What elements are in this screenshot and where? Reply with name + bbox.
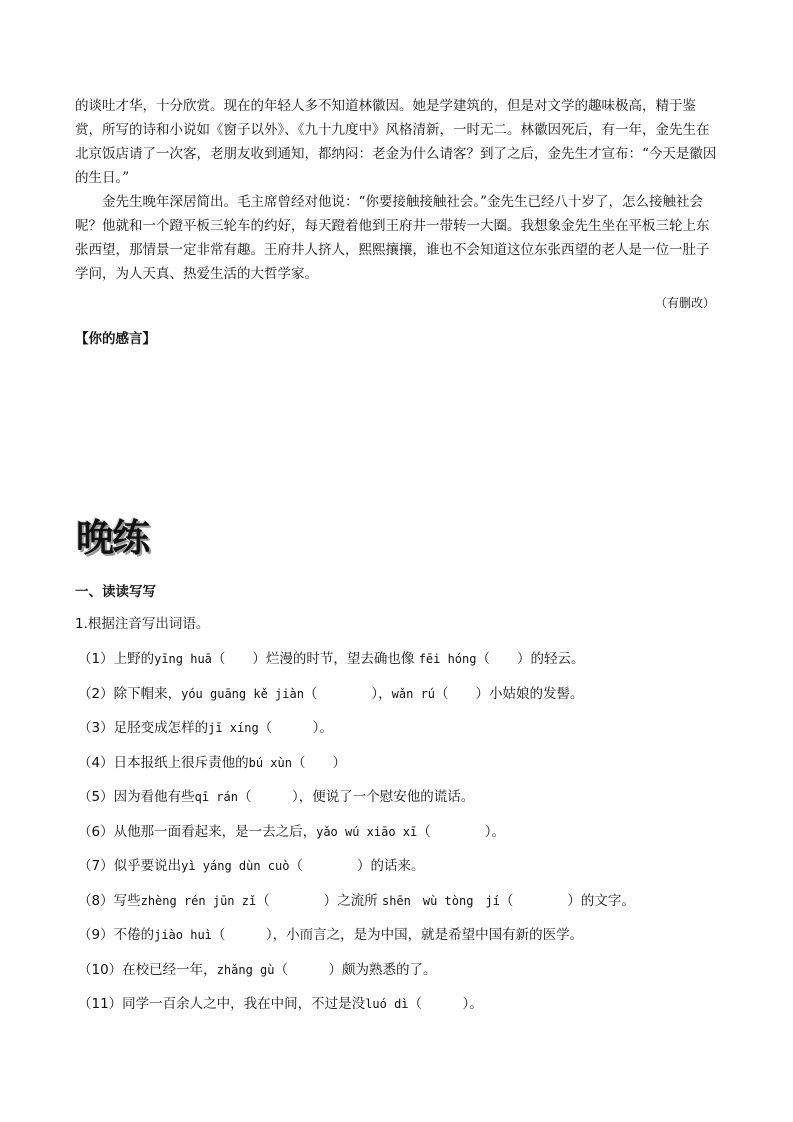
item-text: （8）写些 <box>78 892 141 909</box>
item-text: （2）除下帽来， <box>78 685 182 702</box>
exercise-item-5 <box>78 785 474 805</box>
item-text: （ ），小而言之，是为中国，就是希望中国有新的医学。 <box>211 927 584 943</box>
pinyin-hint: jī xíng <box>208 721 259 735</box>
pinyin-hint: zhèng rén jūn zǐ <box>140 893 257 908</box>
exercise-item-7 <box>78 854 424 874</box>
pinyin-hint: wǎn rú <box>391 686 436 701</box>
exercise-item-8 <box>78 889 635 909</box>
item-text: （5）因为看他有些 <box>78 789 195 805</box>
pinyin-hint: qī rán <box>194 790 238 804</box>
evening-practice-logo <box>70 505 172 559</box>
passage-paragraph-2 <box>75 190 720 286</box>
exercise-item-9 <box>78 923 583 943</box>
pinyin-hint: bú xùn <box>248 755 292 770</box>
item-text: （ ），便说了一个慰安他的谎话。 <box>237 789 475 805</box>
exercise-item-10 <box>78 958 436 978</box>
exercise-item-6 <box>78 820 505 840</box>
item-text: （ ）之流所 <box>256 892 382 909</box>
exercise-item-4 <box>78 751 346 771</box>
item-text: （ ）。 <box>417 823 505 840</box>
passage-text-2: 金先生晚年深居简出。毛主席曾经对他说：“你要接触接触社会。”金先生已经八十岁了，怎么接触社会呢？他就和一个蹬平板三轮车的约好，每天蹬着他到王府井一带转一大圈。我想象金先生坐在平板三轮上东张西望，那情景一定非常有趣。王府井人挤人，熙熙攘攘，谁也不会知道这位东张西望的老人是一位一肚子学问，为人天真、热爱生活的大哲学家。 <box>75 194 710 282</box>
exercise-item-11 <box>78 992 483 1012</box>
item-text: （ ）的文字。 <box>499 892 635 909</box>
passage-text-1: 的谈吐才华，十分欣赏。现在的年轻人多不知道林徽因。她是学建筑的，但是对文学的趣味极高，精于鉴赏，所写的诗和小说如《窗子以外》、《九十九度中》风格清新，一时无二。林徽因死后，有一年，金先生在北京饭店请了一次客，老朋友收到通知，都纳闷：老金为什么请客？到了之后，金先生才宣布：“今天是徽因的生日。” <box>75 98 717 186</box>
pinyin-hint: yóu guāng kě jiàn <box>181 686 304 701</box>
q1-title: 1.根据注音写出词语。 <box>75 616 210 632</box>
item-text: （ ）。 <box>408 996 483 1012</box>
pinyin-hint: shēn wù tòng jí <box>381 893 500 908</box>
pinyin-hint: yì yáng dùn cuò <box>181 859 290 873</box>
item-text: （ ） <box>291 754 346 771</box>
item-text: （9）不倦的 <box>78 927 155 943</box>
item-text: （ ）烂漫的时节，望去确也像 <box>211 651 419 667</box>
pinyin-hint: zhǎng gù <box>216 962 275 977</box>
section1-title: 一、读读写写 <box>75 584 156 600</box>
item-text: （1）上野的 <box>78 651 155 667</box>
item-text: （7）似乎要说出 <box>78 858 182 874</box>
item-text: （11）同学一百余人之中，我在中间，不过是没 <box>78 996 366 1012</box>
item-text: （ ）小姑娘的发髻。 <box>435 685 584 702</box>
exercise-item-2 <box>78 682 584 702</box>
pinyin-hint: yǎo wú xiāo xī <box>316 824 418 839</box>
item-text: （4）日本报纸上很斥责他的 <box>78 754 249 771</box>
item-text: （ ）的轻云。 <box>476 651 585 667</box>
pinyin-hint: jiào huì <box>154 928 212 942</box>
item-text: （ ）的话来。 <box>289 858 425 874</box>
source-note: （有删改） <box>654 296 715 310</box>
item-text: （ ）。 <box>258 720 333 736</box>
pinyin-hint: yīng huā <box>154 652 212 666</box>
pinyin-hint: fēi hóng <box>418 652 477 666</box>
logo-text: 晚练 <box>76 516 149 560</box>
exercise-item-3 <box>78 716 333 736</box>
item-text: （6）从他那一面看起来，是一去之后， <box>78 823 317 840</box>
item-text: （10）在校已经一年， <box>78 961 217 978</box>
pinyin-hint: luó dì <box>365 997 409 1011</box>
exercise-item-1 <box>78 647 584 667</box>
item-text: （3）足胫变成怎样的 <box>78 720 209 736</box>
item-text: （ ）颇为熟悉的了。 <box>274 961 437 978</box>
feeling-heading: 【你的感言】 <box>75 331 156 347</box>
item-text: （ ）， <box>303 685 392 702</box>
passage-paragraph-1 <box>75 94 720 190</box>
